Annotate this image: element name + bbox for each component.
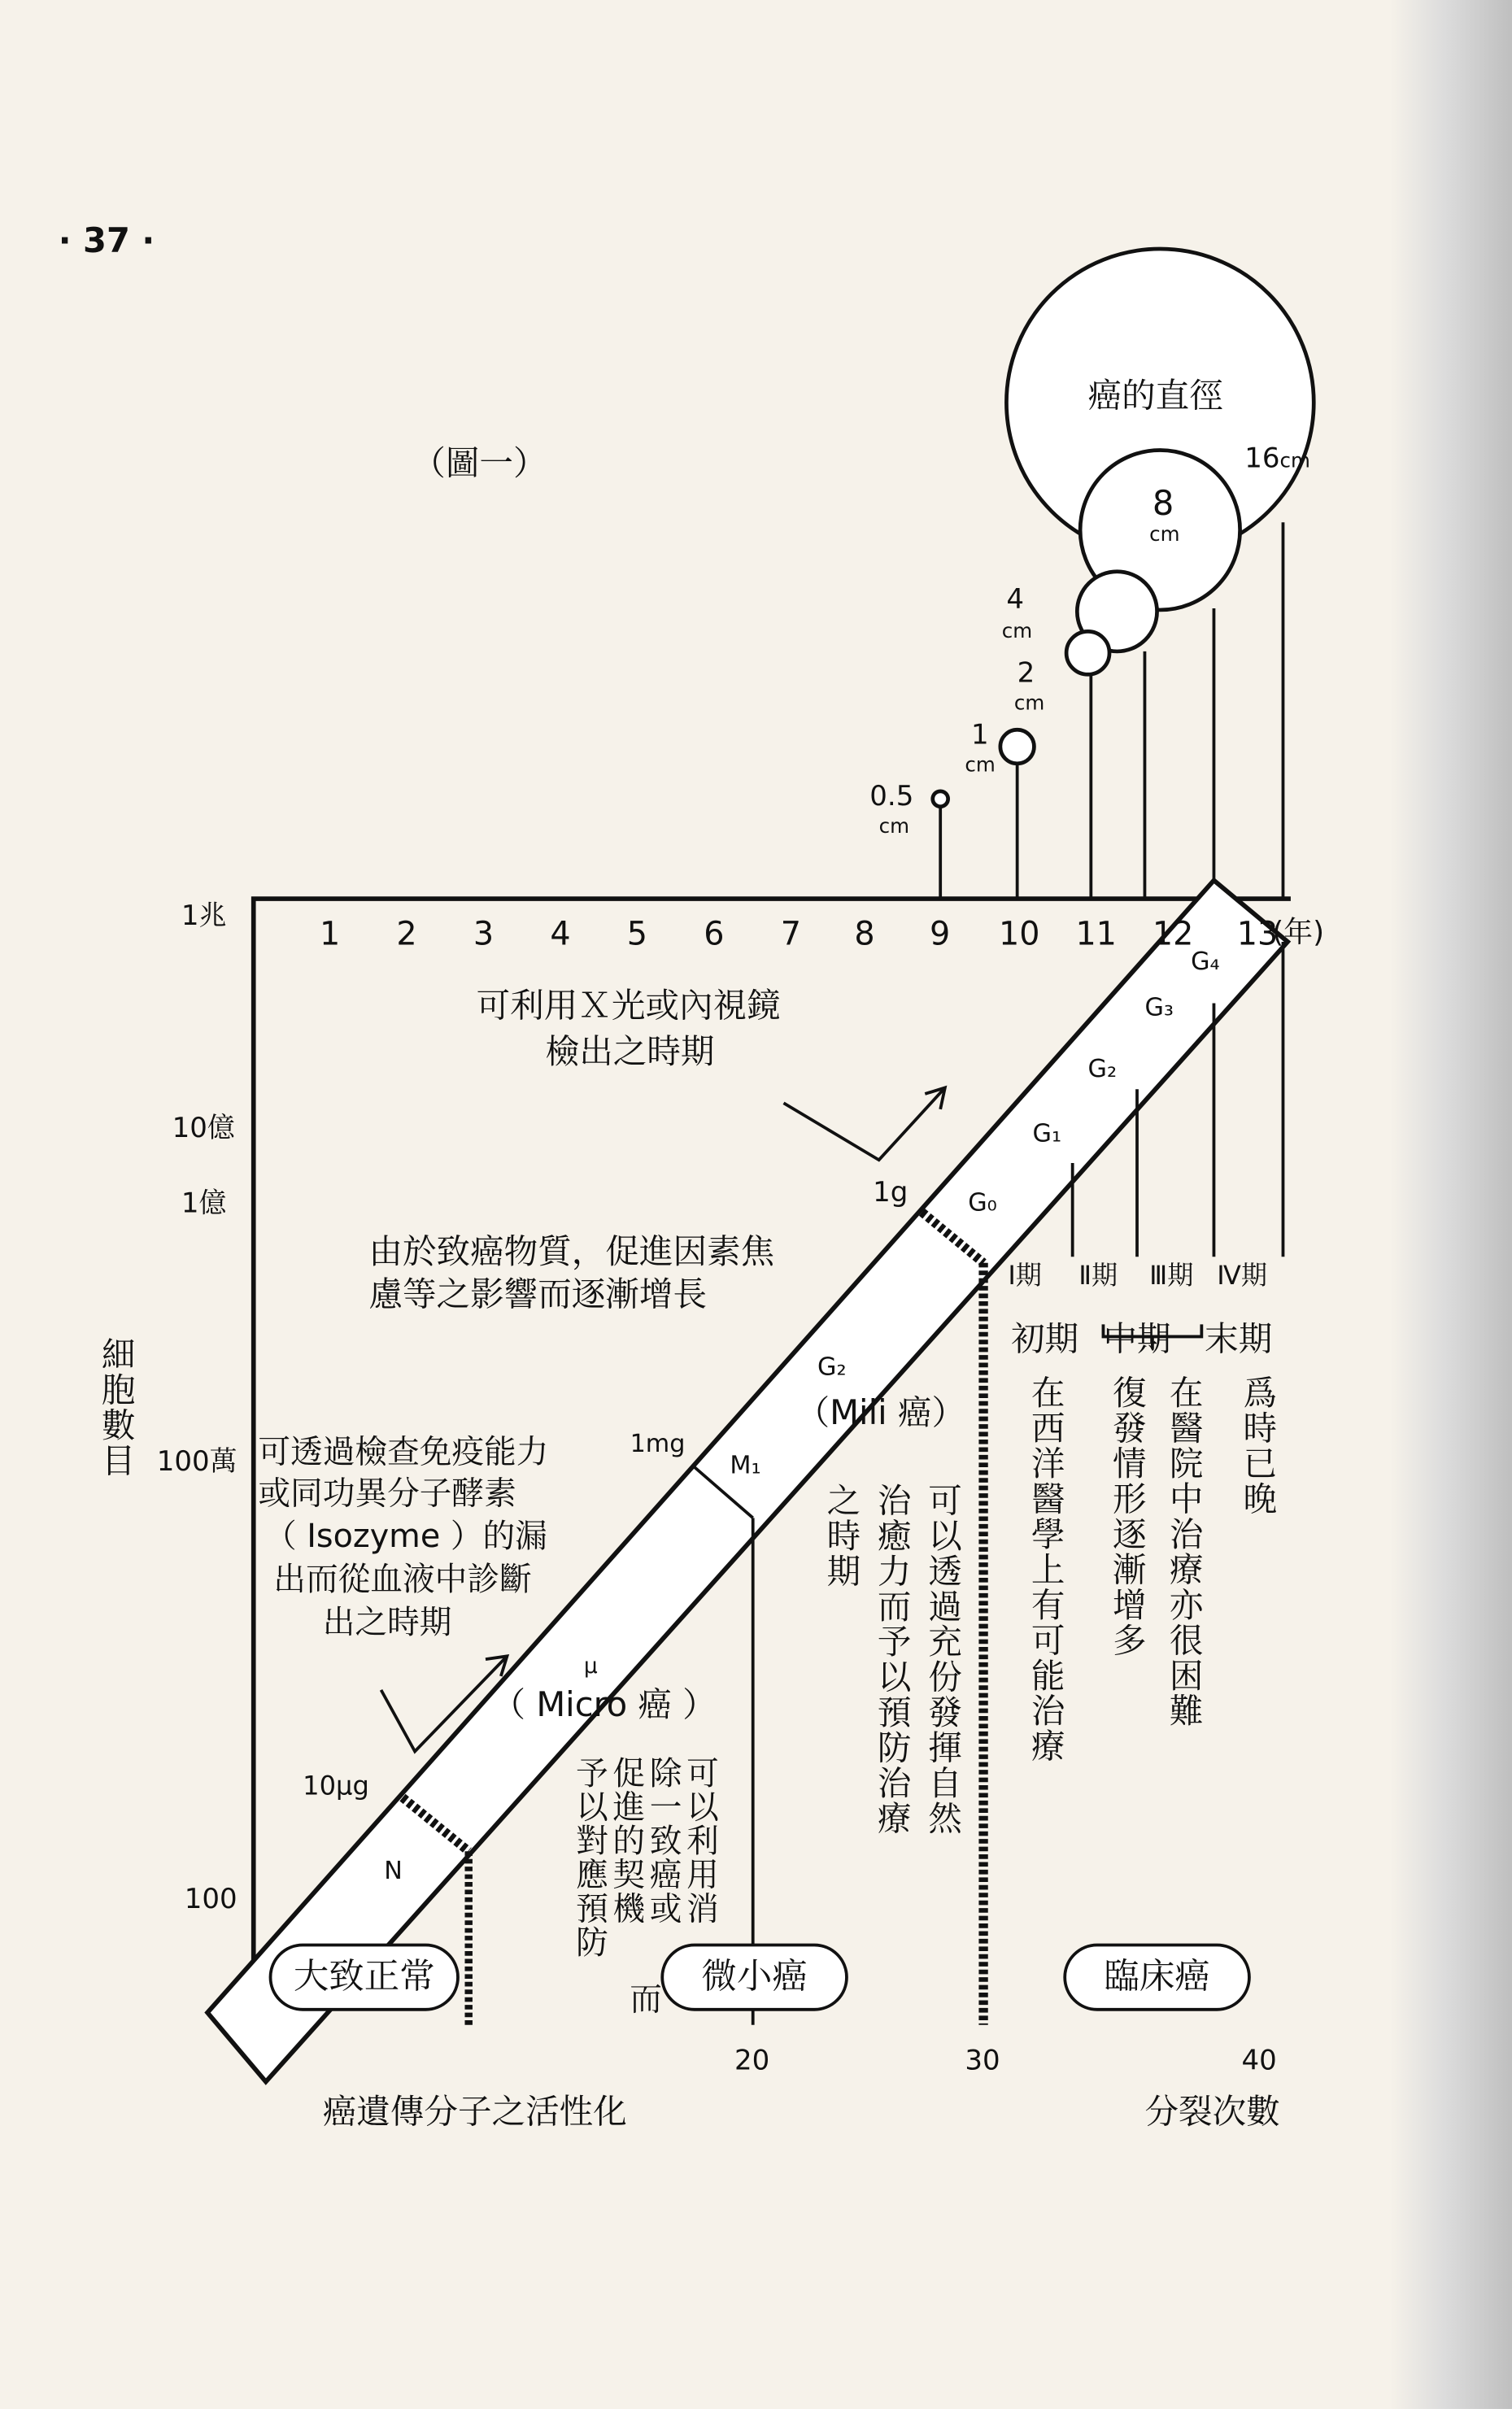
- phase-2: Ⅱ期: [1078, 1261, 1118, 1292]
- stage-g3: G₃: [1144, 992, 1174, 1022]
- page-edge-shadow: [1389, 0, 1512, 2409]
- circle-2cm: [1066, 631, 1109, 674]
- year-tick: 9: [929, 915, 951, 953]
- xray-line1: 可利用Ｘ光或內視鏡: [476, 987, 781, 1026]
- micro-col-3: 促進的契機: [608, 1756, 647, 1925]
- mass-10ug: 10μg: [303, 1771, 369, 1802]
- figure-label: （圖一）: [412, 445, 547, 485]
- x-label-left: 癌遺傳分子之活性化: [322, 2093, 627, 2132]
- carcinogen-line2: 慮等之影響而逐漸增長: [368, 1276, 708, 1315]
- year-tick: 4: [550, 915, 571, 953]
- immune-line5: 出之時期: [322, 1604, 452, 1641]
- year-tick: 3: [473, 915, 495, 953]
- carcinogen-line1: 由於致癌物質，促進因素焦: [368, 1233, 775, 1273]
- micro-label: （ Micro 癌 ）: [491, 1687, 717, 1726]
- page-number: · 37 ·: [58, 222, 155, 262]
- y-tick: 100: [184, 1883, 237, 1916]
- split-tick: 40: [1241, 2045, 1277, 2077]
- early-col: 在西洋醫學上有可能治療: [1026, 1374, 1065, 1764]
- circle-05-value: 0.5: [869, 780, 914, 813]
- circle-05cm: [933, 791, 948, 807]
- phase-3: Ⅲ期: [1149, 1261, 1194, 1292]
- stage-g0: G₀: [968, 1187, 997, 1218]
- micro-col-1: 可以利用消: [682, 1756, 720, 1925]
- arrow-xray: [783, 1087, 944, 1160]
- immune-line3: （ Isozyme ）的漏: [264, 1518, 547, 1555]
- micro-col-5: 而: [625, 1981, 663, 2016]
- year-tick: 10: [998, 915, 1040, 953]
- mili-col-1: 可以透過充份發揮自然: [922, 1482, 961, 1836]
- year-tick: 1: [319, 915, 341, 953]
- phase-late: 末期: [1205, 1321, 1273, 1360]
- circle-4-unit: cm: [1001, 621, 1033, 644]
- category-clinical-cancer: 臨床癌: [1063, 1944, 1250, 2011]
- circle-4-value: 4: [1006, 583, 1025, 616]
- mass-1g: 1g: [873, 1176, 909, 1209]
- mass-mu: μ: [583, 1654, 598, 1679]
- circle-2-value: 2: [1017, 657, 1035, 690]
- y-tick: 10億: [172, 1112, 235, 1145]
- circle-1-value: 1: [970, 719, 989, 751]
- stage-m1: M₁: [730, 1450, 761, 1480]
- split-tick: 20: [734, 2045, 770, 2077]
- late-col: 爲時已晚: [1237, 1374, 1277, 1517]
- middle-col: 復發情形逐漸增多: [1107, 1374, 1146, 1658]
- y-tick: 1億: [181, 1187, 227, 1220]
- circle-2-unit: cm: [1013, 692, 1045, 717]
- year-tick: 2: [396, 915, 417, 953]
- stage-g2: G₂: [1087, 1053, 1118, 1083]
- y-tick: 1兆: [181, 900, 227, 933]
- xray-line2: 檢出之時期: [545, 1034, 715, 1073]
- year-tick: 7: [780, 915, 801, 953]
- diameter-circles: [933, 249, 1314, 807]
- stage-n: N: [384, 1855, 403, 1885]
- stage-g2-small: G₂: [817, 1352, 847, 1382]
- hospital-col: 在醫院中治療亦很困難: [1164, 1374, 1203, 1729]
- split-tick: 30: [965, 2045, 1000, 2077]
- circle-8-unit: cm: [1149, 524, 1180, 547]
- mili-col-2: 治癒力而予以預防治療: [872, 1482, 911, 1836]
- phase-early: 初期: [1011, 1321, 1079, 1360]
- micro-col-4: 予以對應預防: [572, 1756, 609, 1959]
- year-tick: 11: [1075, 915, 1117, 953]
- year-tick: 6: [704, 915, 725, 953]
- immune-line4: 出而從血液中診斷: [273, 1561, 532, 1598]
- stage-g4: G₄: [1191, 946, 1220, 976]
- phase-1: Ⅰ期: [1008, 1261, 1042, 1292]
- y-tick: 100萬: [156, 1445, 237, 1479]
- diameter-title: 癌的直徑: [1087, 377, 1223, 416]
- mili-col-3: 之時期: [821, 1482, 861, 1589]
- immune-line1: 可透過檢查免疫能力: [258, 1433, 549, 1470]
- circle-1cm: [1000, 730, 1035, 764]
- phase-middle: 中期: [1103, 1321, 1171, 1360]
- year-tick: 13: [1236, 915, 1279, 953]
- phase-4: Ⅳ期: [1217, 1261, 1268, 1292]
- circle-05-unit: cm: [878, 816, 910, 839]
- y-axis-label: 細胞數目: [96, 1336, 135, 1479]
- mass-1mg: 1mg: [630, 1428, 686, 1458]
- x-label-right: 分裂次數: [1144, 2093, 1280, 2132]
- year-unit: (年): [1272, 915, 1325, 950]
- category-normal: 大致正常: [269, 1944, 460, 2011]
- circle-1-unit: cm: [965, 754, 996, 778]
- micro-col-2: 除一致癌或: [646, 1756, 683, 1925]
- circle-8-value: 8: [1152, 485, 1174, 525]
- stage-g1: G₁: [1032, 1118, 1062, 1148]
- year-tick: 8: [854, 915, 875, 953]
- immune-line2: 或同功異分子酵素: [258, 1475, 516, 1512]
- year-tick: 5: [626, 915, 648, 953]
- circle-16-label: 16cm: [1244, 442, 1310, 475]
- year-tick: 12: [1152, 915, 1194, 953]
- category-micro-cancer: 微小癌: [660, 1944, 848, 2011]
- mili-label: （Mili 癌）: [795, 1395, 966, 1434]
